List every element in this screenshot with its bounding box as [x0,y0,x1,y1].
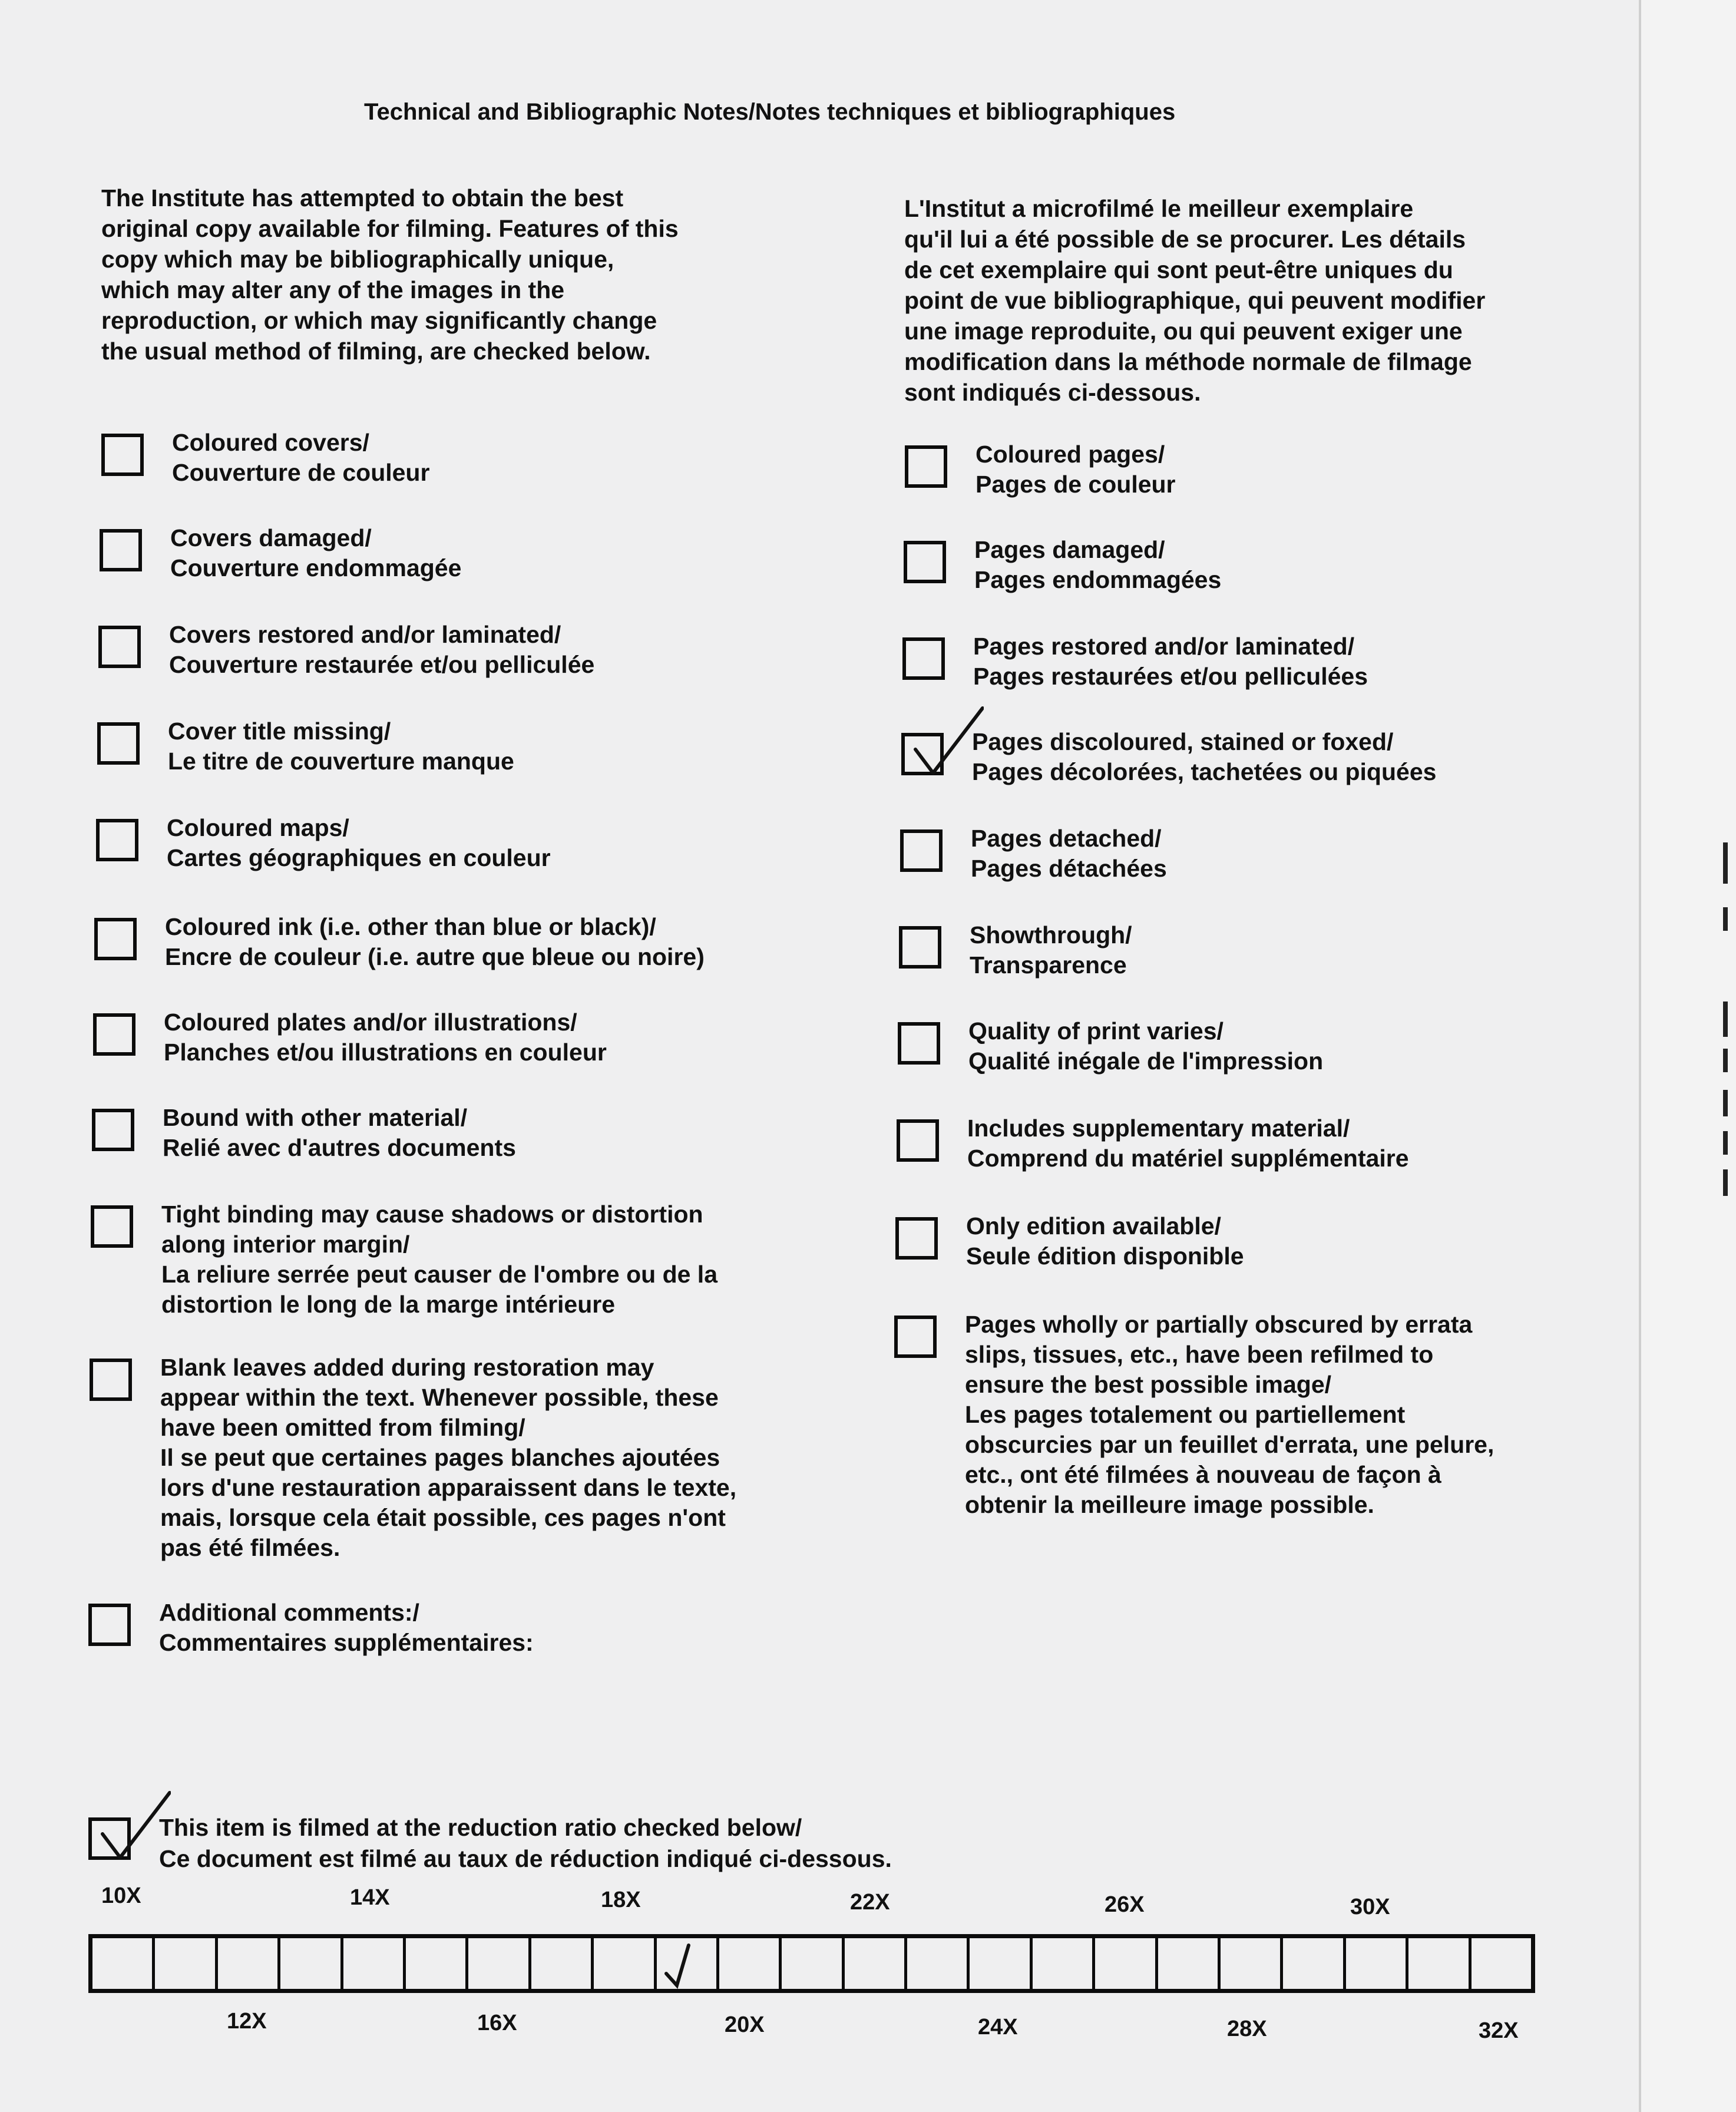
left-item-label-line: Tight binding may cause shadows or distortion [161,1201,703,1228]
left-item-checkbox-label [165,912,842,972]
right-item-checkbox-label [965,1310,1642,1520]
left-item-checkbox[interactable] [96,819,138,861]
scale-label-20x: 20X [725,2012,765,2037]
left-item-label-line: Blank leaves added during restoration may [160,1354,654,1381]
right-item-checkbox-label [974,535,1652,595]
right-item-label-line: Includes supplementary material/ [967,1115,1350,1142]
left-item-label-line: Le titre de couverture manque [168,748,514,775]
right-item-checkbox[interactable] [901,733,944,775]
left-item-checkbox-label [167,813,844,873]
right-item-label-line: Les pages totalement ou partiellement [965,1401,1406,1428]
left-item-label-line: Cover title missing/ [168,718,391,745]
intro-french-line: sont indiqués ci-dessous. [904,379,1201,406]
left-item-label-line: have been omitted from filming/ [160,1414,525,1441]
reduction-ratio-cell[interactable] [92,1938,155,1989]
left-item-checkbox[interactable] [97,722,140,765]
scale-label-28x: 28X [1227,2017,1267,2041]
left-item-label-line: Relié avec d'autres documents [163,1134,516,1161]
edge-mark [1723,842,1728,884]
reduction-ratio-cell[interactable] [406,1938,468,1989]
right-item-checkbox-label [971,824,1648,884]
scale-label-24x: 24X [978,2015,1018,2040]
left-item-label-line: mais, lorsque cela était possible, ces pages n'ont [160,1504,726,1531]
right-item-label-line: Pages détachées [971,855,1167,882]
left-item-checkbox-label [169,620,846,680]
intro-french-line: de cet exemplaire qui sont peut-être uniques du [904,256,1453,283]
reduction-ratio-cell[interactable] [1033,1938,1095,1989]
intro-french-line: modification dans la méthode normale de filmage [904,348,1472,375]
intro-english-line: copy which may be bibliographically unique, [101,246,614,273]
scale-label-26x: 26X [1105,1892,1145,1917]
left-item-label-line: Couverture endommagée [170,554,462,581]
intro-english-line: original copy available for filming. Features of this [101,215,679,242]
reduction-ratio-cell[interactable] [1095,1938,1158,1989]
right-item-checkbox-label [967,1113,1645,1174]
left-item-checkbox[interactable] [100,529,142,571]
right-item-label-line: Pages restored and/or laminated/ [973,633,1355,660]
edge-mark [1723,1169,1728,1196]
reduction-ratio-cell[interactable] [1283,1938,1345,1989]
reduction-ratio-line-fr: Ce document est filmé au taux de réduction indiqué ci-dessous. [159,1845,892,1872]
right-item-label-line: obscurcies par un feuillet d'errata, une pelure, [965,1431,1494,1458]
left-item-checkbox-label [168,716,845,776]
left-item-checkbox-label [159,1598,836,1658]
reduction-ratio-cell[interactable] [1472,1938,1531,1989]
scale-label-16x: 16X [477,2011,517,2035]
right-item-checkbox-label [970,920,1647,980]
left-item-label-line: Planches et/ou illustrations en couleur [164,1039,607,1066]
intro-french [904,193,1582,408]
reduction-ratio-heading [159,1812,892,1875]
right-item-label-line: Transparence [970,951,1127,979]
reduction-ratio-cell[interactable] [1221,1938,1283,1989]
left-item-label-line: Coloured maps/ [167,814,349,841]
right-item-label-line: obtenir la meilleure image possible. [965,1491,1374,1518]
right-item-label-line: Coloured pages/ [976,441,1165,468]
reduction-ratio-line-en: This item is filmed at the reduction ratio checked below/ [159,1814,802,1841]
intro-english-line: The Institute has attempted to obtain the best [101,184,624,211]
reduction-ratio-cell[interactable] [531,1938,594,1989]
left-item-checkbox[interactable] [93,1013,135,1056]
left-item-label-line: along interior margin/ [161,1231,410,1258]
left-item-label-line: Encre de couleur (i.e. autre que bleue ou noire) [165,943,705,970]
edge-mark [1723,1090,1728,1116]
left-item-label-line: Il se peut que certaines pages blanches ajoutées [160,1444,720,1471]
right-item-label-line: etc., ont été filmées à nouveau de façon à [965,1461,1441,1488]
intro-english-line: reproduction, or which may significantly change [101,307,657,334]
reduction-ratio-cell[interactable] [782,1938,844,1989]
reduction-ratio-cell[interactable] [280,1938,343,1989]
left-item-label-line: Cartes géographiques en couleur [167,844,551,871]
left-item-label-line: Coloured plates and/or illustrations/ [164,1009,577,1036]
left-item-checkbox[interactable] [94,918,137,960]
right-item-checkbox[interactable] [905,445,947,488]
left-item-label-line: Bound with other material/ [163,1104,468,1131]
scale-label-12x: 12X [227,2009,267,2034]
right-item-label-line: Pages restaurées et/ou pelliculées [973,663,1368,690]
left-item-checkbox[interactable] [98,626,141,668]
left-item-label-line: pas été filmées. [160,1534,340,1561]
reduction-ratio-cell[interactable] [1158,1938,1221,1989]
edge-mark [1723,1049,1728,1072]
left-item-label-line: appear within the text. Whenever possible, these [160,1384,719,1411]
right-item-label-line: Pages discoloured, stained or foxed/ [972,728,1394,755]
right-item-label-line: Only edition available/ [966,1212,1221,1240]
reduction-ratio-cell[interactable] [1408,1938,1471,1989]
left-item-label-line: lors d'une restauration apparaissent dans le texte, [160,1474,737,1501]
scale-label-18x: 18X [601,1888,641,1912]
left-item-checkbox-label [161,1199,839,1320]
right-item-checkbox[interactable] [902,637,945,680]
right-item-label-line: Pages damaged/ [974,536,1165,563]
right-item-checkbox-label [968,1016,1646,1076]
left-item-label-line: La reliure serrée peut causer de l'ombre ou de la [161,1261,718,1288]
left-item-checkbox[interactable] [91,1205,133,1248]
left-item-checkbox-label [163,1103,840,1163]
left-item-checkbox-label [160,1353,838,1563]
left-item-checkbox-label [164,1007,841,1067]
right-item-checkbox-label [976,439,1653,500]
reduction-ratio-cell[interactable] [468,1938,531,1989]
left-item-checkbox[interactable] [101,434,144,476]
left-item-label-line: distortion le long de la marge intérieure [161,1291,616,1318]
scale-label-10x: 10X [101,1883,141,1908]
right-item-label-line: slips, tissues, etc., have been refilmed to [965,1341,1434,1368]
intro-english-line: the usual method of filming, are checked below. [101,338,651,365]
intro-french-line: L'Institut a microfilmé le meilleur exemplaire [904,195,1414,222]
right-item-checkbox[interactable] [898,1022,940,1065]
scale-label-30x: 30X [1350,1895,1390,1919]
reduction-ratio-cell[interactable] [1346,1938,1408,1989]
left-item-label-line: Coloured ink (i.e. other than blue or black)/ [165,913,656,940]
right-item-label-line: Comprend du matériel supplémentaire [967,1145,1409,1172]
reduction-ratio-cell[interactable] [155,1938,217,1989]
right-item-label-line: Pages décolorées, tachetées ou piquées [972,758,1437,785]
reduction-ratio-cell[interactable] [719,1938,782,1989]
intro-english [101,183,808,366]
checkmark-icon [660,1943,702,1990]
left-item-checkbox[interactable] [92,1109,134,1151]
right-item-checkbox-label [972,727,1649,787]
reduction-ratio-cell[interactable] [343,1938,406,1989]
right-item-checkbox[interactable] [900,829,943,872]
reduction-ratio-cell[interactable] [970,1938,1032,1989]
edge-mark [1723,1002,1728,1037]
left-item-checkbox-label [170,523,848,583]
right-item-checkbox[interactable] [894,1316,937,1358]
right-item-label-line: ensure the best possible image/ [965,1371,1332,1398]
intro-french-line: point de vue bibliographique, qui peuvent modifier [904,287,1486,314]
scale-label-14x: 14X [350,1885,390,1910]
left-item-label-line: Couverture restaurée et/ou pelliculée [169,651,595,678]
right-item-checkbox[interactable] [899,926,941,969]
scale-label-22x: 22X [850,1890,890,1915]
right-item-label-line: Quality of print varies/ [968,1017,1224,1045]
right-item-checkbox-label [973,632,1651,692]
reduction-ratio-scale [88,1934,1535,1993]
intro-french-line: qu'il lui a été possible de se procurer. Les détails [904,226,1466,253]
page-title: Technical and Bibliographic Notes/Notes techniques et bibliographiques [364,99,1176,125]
left-item-checkbox[interactable] [90,1359,132,1401]
right-item-label-line: Pages endommagées [974,566,1222,593]
right-item-label-line: Seule édition disponible [966,1242,1244,1270]
right-item-label-line: Pages de couleur [976,471,1176,498]
reduction-ratio-cell[interactable] [594,1938,656,1989]
right-item-checkbox[interactable] [904,541,946,583]
right-item-label-line: Showthrough/ [970,921,1132,948]
right-item-label-line: Pages wholly or partially obscured by errata [965,1311,1473,1338]
edge-mark [1723,1131,1728,1155]
scale-label-32x: 32X [1479,2018,1519,2043]
right-item-label-line: Pages detached/ [971,825,1162,852]
left-item-label-line: Couverture de couleur [172,459,430,486]
intro-english-line: which may alter any of the images in the [101,276,565,303]
edge-mark [1723,907,1728,931]
right-item-label-line: Qualité inégale de l'impression [968,1047,1324,1075]
reduction-ratio-cell[interactable] [845,1938,907,1989]
left-item-label-line: Commentaires supplémentaires: [159,1629,534,1656]
reduction-ratio-checkbox[interactable] [88,1817,131,1860]
right-item-checkbox[interactable] [895,1217,938,1260]
left-item-label-line: Covers restored and/or laminated/ [169,621,561,648]
left-item-checkbox[interactable] [88,1604,131,1646]
reduction-ratio-cell[interactable] [657,1938,719,1989]
adjacent-page-edge [1639,0,1736,2112]
right-item-checkbox[interactable] [897,1119,939,1162]
left-item-label-line: Covers damaged/ [170,524,372,551]
right-item-checkbox-label [966,1211,1644,1271]
intro-french-line: une image reproduite, ou qui peuvent exiger une [904,318,1463,345]
left-item-label-line: Additional comments:/ [159,1599,419,1626]
left-item-checkbox-label [172,428,849,488]
reduction-ratio-cell[interactable] [218,1938,280,1989]
left-item-label-line: Coloured covers/ [172,429,369,456]
reduction-ratio-cell[interactable] [907,1938,970,1989]
